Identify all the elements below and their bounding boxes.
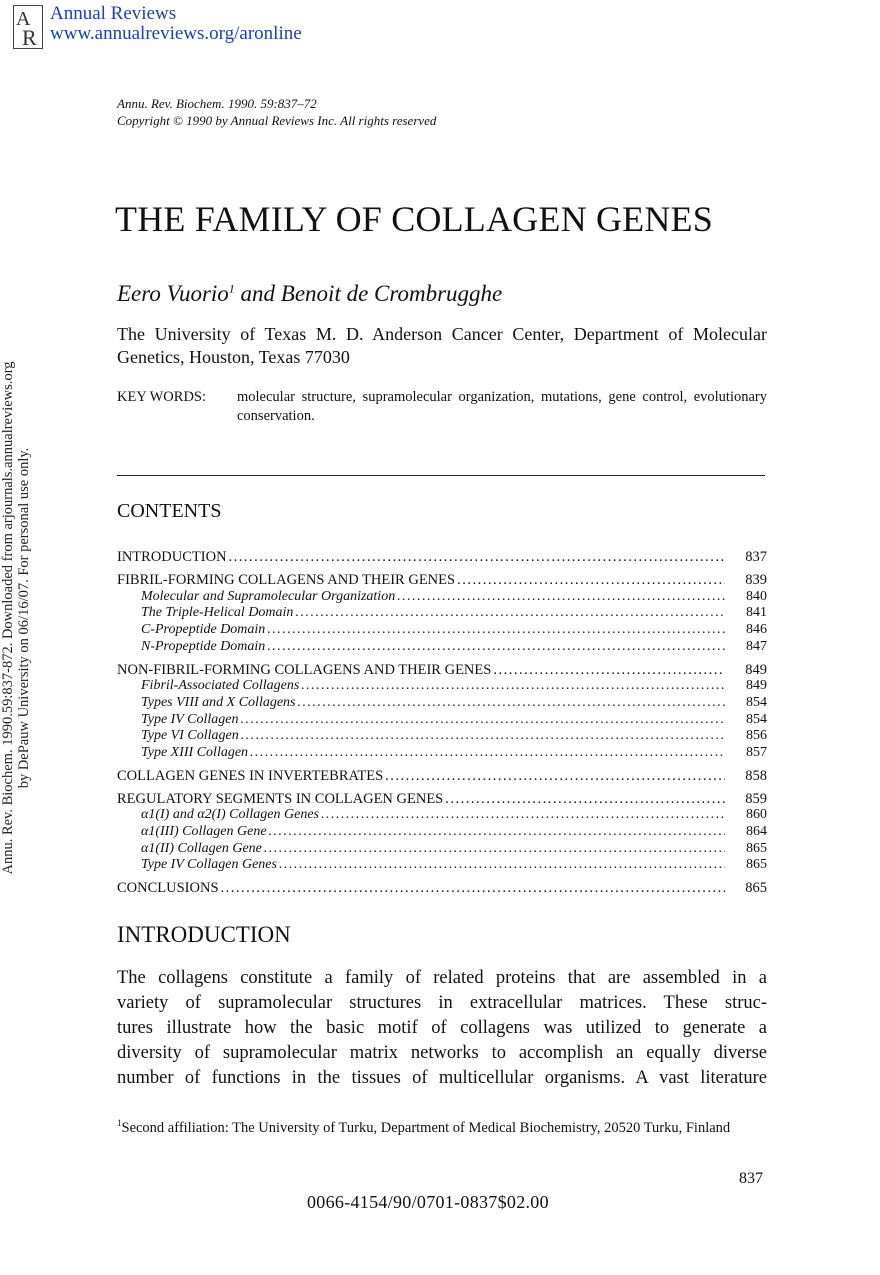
toc-entry-page: 858	[745, 767, 767, 784]
toc-entry-page: 859	[745, 790, 767, 807]
side-note-line-2: by DePauw University on 06/16/07. For personal use only.	[16, 447, 32, 789]
toc-entry-title: Type VI Collagen	[141, 728, 239, 744]
brand-name[interactable]: Annual Reviews	[50, 3, 177, 24]
affiliation: The University of Texas M. D. Anderson Cancer Center, Department of Molecular Genetics, Houston, Texas 77030	[117, 324, 767, 367]
copyright-line: Copyright © 1990 by Annual Reviews Inc. All rights reserved	[117, 113, 437, 128]
keywords-label: KEY WORDS:	[117, 389, 207, 405]
toc-leader-dots	[279, 857, 725, 874]
toc-entry-page: 860	[746, 807, 767, 823]
paragraph-line: tures illustrate how the basic motif of collagens was utilized to generate a	[117, 1018, 767, 1038]
toc-entry-title: Type IV Collagen	[141, 711, 239, 727]
toc-entry-title: Type XIII Collagen	[141, 744, 249, 760]
citation-line: Annu. Rev. Biochem. 1990. 59:837–72	[117, 96, 317, 111]
toc-leader-dots	[397, 589, 725, 606]
toc-entry-title: α1(II) Collagen Gene	[141, 840, 262, 856]
introduction-heading: INTRODUCTION	[117, 922, 291, 947]
toc-leader-dots	[240, 712, 725, 729]
brand-url[interactable]: www.annualreviews.org/aronline	[50, 23, 302, 44]
toc-entry-title: FIBRIL-FORMING COLLAGENS AND THEIR GENES	[117, 571, 456, 588]
toc-entry[interactable]	[117, 695, 767, 712]
toc-leader-dots	[493, 662, 725, 679]
toc-entry-title: COLLAGEN GENES IN INVERTEBRATES	[117, 767, 384, 784]
toc-entry-title: The Triple-Helical Domain	[141, 605, 294, 621]
svg-text:R: R	[22, 25, 37, 49]
toc-entry[interactable]	[117, 662, 767, 679]
toc-entry[interactable]	[117, 728, 767, 745]
article-code: 0066-4154/90/0701-0837$02.00	[307, 1192, 549, 1212]
toc-entry-title: INTRODUCTION	[117, 549, 227, 565]
toc-entry[interactable]	[117, 791, 767, 808]
toc-entry[interactable]	[117, 880, 767, 897]
toc-leader-dots	[264, 841, 725, 858]
toc-entry-page: 840	[746, 588, 767, 604]
toc-entry[interactable]	[117, 572, 767, 589]
toc-entry-page: 847	[746, 638, 767, 654]
toc-entry[interactable]	[117, 857, 767, 874]
toc-leader-dots	[267, 622, 725, 639]
download-side-note	[0, 298, 32, 938]
toc-entry-title: REGULATORY SEGMENTS IN COLLAGEN GENES	[117, 790, 444, 807]
section-divider	[117, 475, 765, 476]
toc-leader-dots	[241, 728, 725, 745]
toc-entry-page: 839	[745, 571, 767, 588]
toc-entry-page: 865	[745, 880, 767, 897]
toc-leader-dots	[250, 745, 725, 762]
toc-leader-dots	[229, 549, 725, 566]
page-number: 837	[739, 1170, 763, 1187]
contents-heading: CONTENTS	[117, 500, 222, 522]
toc-entry[interactable]	[117, 549, 767, 566]
svg-text:A: A	[16, 8, 31, 30]
toc-entry[interactable]	[117, 678, 767, 695]
footnote-text: Second affiliation: The University of Turku, Department of Medical Biochemistry, 20520 Turku, Finland	[121, 1119, 731, 1136]
side-note-line-1: Annu. Rev. Biochem. 1990.59:837-872. Downloaded from arjournals.annualreviews.org	[0, 361, 16, 875]
toc-leader-dots	[269, 824, 725, 841]
toc-leader-dots	[445, 791, 725, 808]
paragraph-line: diversity of supramolecular matrix networks to accomplish an equally diverse	[117, 1043, 767, 1063]
toc-entry-page: 854	[746, 694, 767, 710]
toc-entry-title: CONCLUSIONS	[117, 880, 219, 897]
toc-entry[interactable]	[117, 639, 767, 656]
paragraph-line: variety of supramolecular structures in extracellular matrices. These struc-	[117, 993, 767, 1013]
toc-entry-page: 865	[746, 840, 767, 856]
toc-entry-title: Fibril-Associated Collagens	[141, 678, 300, 694]
author-2: and Benoit de Crombrugghe	[234, 281, 503, 306]
toc-leader-dots	[298, 695, 726, 712]
toc-entry-page: 841	[746, 605, 767, 621]
toc-entry-title: Type IV Collagen Genes	[141, 857, 277, 873]
ar-logo-icon	[13, 5, 43, 49]
toc-entry-title: Types VIII and X Collagens	[141, 694, 296, 710]
toc-entry-title: α1(III) Collagen Gene	[141, 824, 267, 840]
paragraph-line: number of functions in the tissues of multicellular organisms. A vast literature	[117, 1068, 767, 1088]
toc-entry[interactable]	[117, 712, 767, 729]
toc-leader-dots	[301, 678, 725, 695]
introduction-paragraph	[117, 966, 767, 1091]
toc-leader-dots	[385, 768, 725, 785]
keywords-block	[117, 388, 767, 426]
toc-entry[interactable]	[117, 768, 767, 785]
toc-entry-page: 849	[746, 678, 767, 694]
toc-entry-page: 846	[746, 621, 767, 637]
footnote	[117, 1113, 769, 1139]
toc-entry-page: 837	[745, 549, 767, 565]
toc-entry[interactable]	[117, 745, 767, 762]
toc-entry-title: N-Propeptide Domain	[141, 638, 266, 654]
toc-entry-page: 849	[745, 661, 767, 678]
footnote-mark: 1	[228, 281, 235, 296]
author-1: Eero Vuorio	[117, 281, 229, 306]
journal-citation	[117, 95, 436, 129]
toc-leader-dots	[321, 807, 725, 824]
toc-leader-dots	[457, 572, 725, 589]
toc-leader-dots	[221, 880, 725, 897]
toc-entry-title: α1(I) and α2(I) Collagen Genes	[141, 807, 319, 823]
article-title: THE FAMILY OF COLLAGEN GENES	[115, 199, 713, 239]
toc-entry-title: Molecular and Supramolecular Organization	[141, 588, 396, 604]
toc-leader-dots	[267, 639, 725, 656]
footnote-number: 1	[117, 1118, 122, 1128]
toc-entry-title: C-Propeptide Domain	[141, 621, 266, 637]
toc-entry-page: 865	[746, 857, 767, 873]
paragraph-line: The collagens constitute a family of related proteins that are assembled in a	[117, 968, 767, 988]
toc-entry[interactable]	[117, 605, 767, 622]
toc-entry[interactable]	[117, 589, 767, 606]
authors	[117, 281, 502, 307]
keywords-text: molecular structure, supramolecular organization, mutations, gene control, evolutionary conservation.	[237, 389, 767, 424]
toc-entry[interactable]	[117, 841, 767, 858]
brand-header[interactable]	[50, 4, 302, 44]
toc-entry-page: 856	[746, 728, 767, 744]
toc-leader-dots	[295, 605, 725, 622]
toc-entry-page: 854	[746, 711, 767, 727]
toc-entry[interactable]	[117, 807, 767, 824]
table-of-contents	[117, 549, 767, 897]
toc-entry[interactable]	[117, 622, 767, 639]
toc-entry-title: NON-FIBRIL-FORMING COLLAGENS AND THEIR GENES	[117, 661, 492, 678]
toc-entry[interactable]	[117, 824, 767, 841]
toc-entry-page: 857	[746, 744, 767, 760]
toc-entry-page: 864	[746, 824, 767, 840]
